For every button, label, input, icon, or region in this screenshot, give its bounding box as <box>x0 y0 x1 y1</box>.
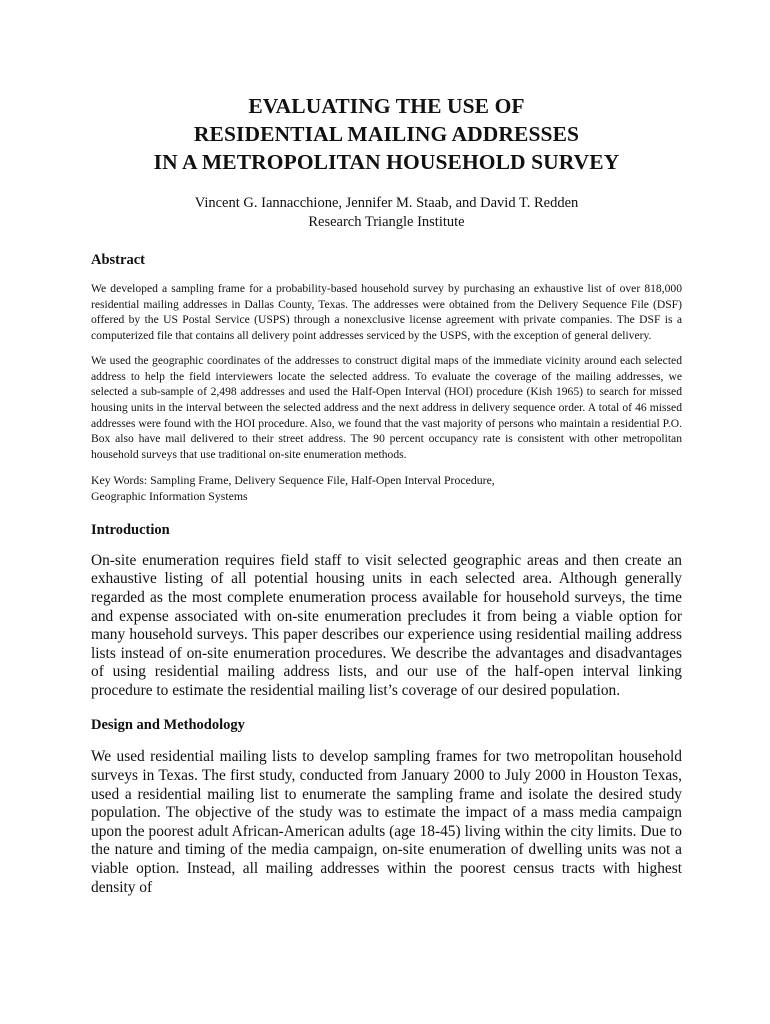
title-line-2: RESIDENTIAL MAILING ADDRESSES <box>193 122 580 146</box>
paper-title <box>91 92 682 176</box>
author-names: Vincent G. Iannacchione, Jennifer M. Staab, and David T. Redden <box>194 195 579 211</box>
abstract-paragraph-2: We used the geographic coordinates of the addresses to construct digital maps of the immediate vicinity around each selected address to help the field interviewers locate the selected address. To evaluate the coverage of the mailing addresses, we selected a sub-sample of 2,498 addresses and used the Half-Open Interval (HOI) procedure (Kish 1965) to search for missed housing units in the interval between the selected address and the next address in delivery sequence order. A total of 46 missed addresses were found with the HOI procedure. Also, we found that the vast majority of persons who maintain a residential P.O. Box also have mail delivered to their street address. The 90 percent occupancy rate is consistent with other metropolitan household surveys that use traditional on-site enumeration methods. <box>91 353 682 462</box>
abstract-heading: Abstract <box>91 252 145 268</box>
keywords-list-1: : Sampling Frame, Delivery Sequence File, Half-Open Interval Procedure, <box>143 472 495 487</box>
title-line-3: IN A METROPOLITAN HOUSEHOLD SURVEY <box>153 150 620 174</box>
keywords-line-1 <box>91 472 682 488</box>
design-paragraph: We used residential mailing lists to develop sampling frames for two metropolitan household surveys in Texas. The first study, conducted from January 2000 to July 2000 in Houston Texas, used a residential mailing list to enumerate the sampling frame and isolate the desired study population. The objective of the study was to estimate the impact of a mass media campaign upon the poorest adult African-American adults (age 18-45) living within the city limits. Due to the nature and timing of the media campaign, on-site enumeration of dwelling units was not a viable option. Instead, all mailing addresses within the poorest census tracts with highest density of <box>91 748 682 896</box>
paper-page <box>91 92 682 897</box>
introduction-paragraph: On-site enumeration requires field staff to visit selected geographic areas and then create an exhaustive listing of all potential housing units in each selected area. Although generally regarded as the most complete enumeration process available for household surveys, the time and expense associated with on-site enumeration precludes it from being a viable option for many household surveys. This paper describes our experience using residential mailing address lists instead of on-site enumeration procedures. We describe the advantages and disadvantages of using residential mailing address lists, and our use of the half-open interval linking procedure to estimate the residential mailing list’s coverage of our desired population. <box>91 551 682 699</box>
author-block <box>91 194 682 232</box>
abstract-paragraph-1: We developed a sampling frame for a probability-based household survey by purchasing an exhaustive list of over 818,000 residential mailing addresses in Dallas County, Texas. The addresses were obtained from the Delivery Sequence File (DSF) offered by the US Postal Service (USPS) through a nonexclusive license agreement with private companies. The DSF is a computerized file that contains all delivery point addresses serviced by the USPS, with the exception of general delivery. <box>91 282 682 343</box>
introduction-heading: Introduction <box>91 521 170 538</box>
design-heading: Design and Methodology <box>91 717 245 734</box>
keywords <box>91 472 682 504</box>
author-affiliation: Research Triangle Institute <box>308 214 465 230</box>
keywords-label: Key Words <box>91 472 144 487</box>
title-line-1: EVALUATING THE USE OF <box>248 94 525 118</box>
keywords-line-2: Geographic Information Systems <box>91 488 248 503</box>
